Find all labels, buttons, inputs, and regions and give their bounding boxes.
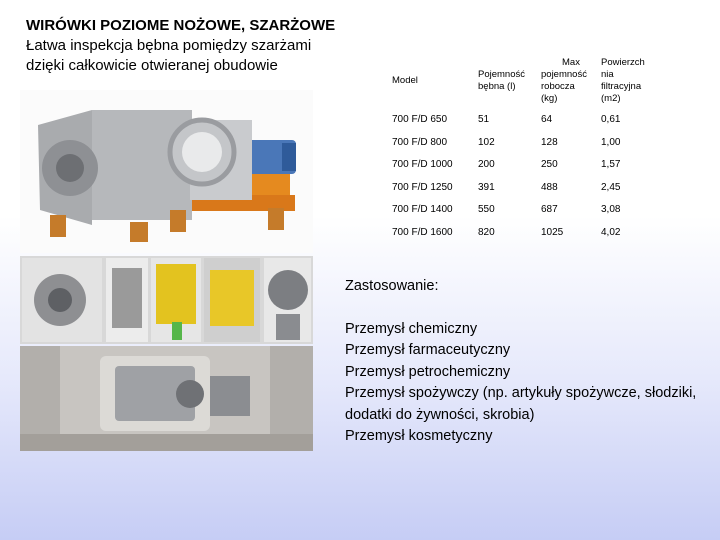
- specification-table: [384, 50, 664, 247]
- header-drum-volume-line-1: Pojemność: [478, 69, 525, 80]
- cell-capacity: 250: [541, 159, 558, 170]
- header-max-capacity: [541, 50, 601, 112]
- cell-volume: 391: [478, 181, 495, 193]
- cell-capacity: 128: [541, 136, 558, 148]
- header-filter-area-line-3: filtracyjna: [601, 81, 642, 92]
- cell-area: 1,00: [601, 136, 621, 148]
- header-filter-area-line-2: nia: [601, 69, 614, 80]
- header-model-label: Model: [392, 75, 418, 86]
- header-model: [384, 50, 478, 112]
- cell-capacity: 687: [541, 204, 558, 215]
- usage-item: Przemysł chemiczny: [345, 320, 478, 337]
- subtitle-line-2: dzięki całkowicie otwieranej obudowie: [26, 57, 278, 74]
- cell-area: 2,45: [601, 181, 621, 193]
- header-max-capacity-line-3: robocza: [541, 81, 575, 92]
- cell-model: 700 F/D 1250: [392, 181, 453, 193]
- cell-volume: 51: [478, 114, 490, 125]
- table-row: [384, 112, 664, 135]
- table-row: [384, 225, 664, 248]
- table-row: [384, 135, 664, 158]
- cell-capacity: 1025: [541, 226, 564, 238]
- centrifuge-open-photo: [20, 90, 313, 253]
- usage-heading: Zastosowanie:: [345, 278, 439, 294]
- table-row: [384, 180, 664, 203]
- centrifuge-models-photo: [20, 256, 313, 344]
- usage-item: Przemysł kosmetyczny: [345, 428, 493, 444]
- subtitle-line-1: Łatwa inspekcja bębna pomiędzy szarżami: [26, 37, 312, 54]
- cell-area: 3,08: [601, 204, 621, 215]
- cell-capacity: 64: [541, 114, 553, 125]
- cell-model: 700 F/D 650: [392, 114, 448, 125]
- cell-volume: 200: [478, 159, 495, 170]
- cell-capacity: 488: [541, 181, 558, 193]
- cell-volume: 102: [478, 136, 495, 148]
- table-row: [384, 202, 664, 225]
- cell-model: 700 F/D 800: [392, 136, 448, 148]
- title-block: [26, 16, 366, 76]
- cell-model: 700 F/D 1600: [392, 226, 453, 238]
- cell-area: 0,61: [601, 114, 621, 125]
- header-drum-volume: [478, 50, 541, 112]
- table-row: [384, 157, 664, 180]
- usage-section: [345, 276, 705, 448]
- cell-volume: 550: [478, 204, 495, 215]
- usage-item: Przemysł petrochemiczny: [345, 363, 511, 380]
- cell-model: 700 F/D 1400: [392, 204, 453, 215]
- usage-item: Przemysł spożywczy (np. artykuły spożywcze, słodziki, dodatki do żywności, skrobia): [345, 385, 697, 423]
- header-filter-area-line-4: (m2): [601, 93, 621, 104]
- page-title: WIRÓWKI POZIOME NOŻOWE, SZARŻOWE: [26, 17, 336, 34]
- table-header-row: [384, 50, 664, 112]
- header-drum-volume-line-2: bębna (l): [478, 81, 516, 92]
- header-filter-area: [601, 50, 664, 112]
- cell-volume: 820: [478, 226, 495, 238]
- cell-area: 4,02: [601, 226, 621, 238]
- header-filter-area-line-1: Powierzch: [601, 57, 645, 68]
- cell-area: 1,57: [601, 159, 621, 170]
- cell-model: 700 F/D 1000: [392, 159, 453, 170]
- header-max-capacity-line-4: (kg): [541, 93, 558, 104]
- header-max-capacity-line-1: Max: [562, 57, 580, 68]
- centrifuge-installation-photo: [20, 346, 313, 451]
- usage-item: Przemysł farmaceutyczny: [345, 342, 511, 358]
- header-max-capacity-line-2: pojemność: [541, 69, 587, 80]
